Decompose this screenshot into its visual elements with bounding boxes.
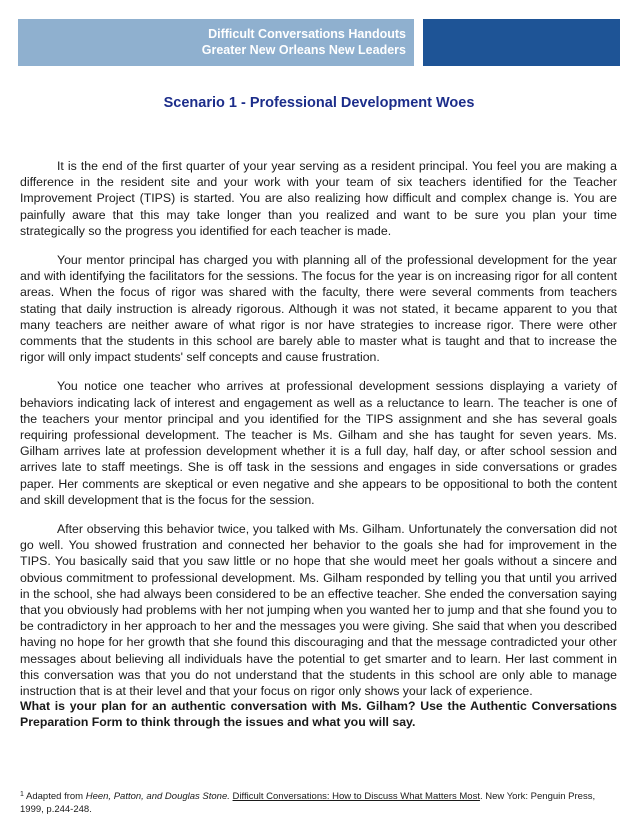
- footnote-authors: Heen, Patton, and Douglas Stone.: [85, 791, 230, 802]
- footnote-suffix: . New York: Penguin Press, 1999, p.244-248.: [20, 791, 596, 815]
- footnote-book-title: Difficult Conversations: How to Discuss What Matters Most: [232, 791, 480, 802]
- header-band: [18, 19, 414, 66]
- footnote: [20, 788, 617, 816]
- header-line-2: Greater New Orleans New Leaders: [201, 43, 406, 57]
- scenario-body: [20, 158, 617, 712]
- paragraph-2: Your mentor principal has charged you with planning all of the professional development for the year and with identifying the facilitators for the sessions. The focus for the year is on increasing rigor for all content areas. When the focus of rigor was shared with the faculty, there were several comments from teachers stating that daily instruction is already rigorous. Although it was not stated, it became apparent to you that many teachers are neither aware of what rigor is nor have strategies to increase rigor. There were other comments that the students in this school are barely able to master what is taught and that to increase the rigor will only impact students' self concepts and cause frustration.: [20, 253, 617, 365]
- header-accent-block: [423, 19, 620, 66]
- footnote-prefix: Adapted from: [26, 791, 86, 802]
- paragraph-3: You notice one teacher who arrives at professional development sessions displaying a variety of behaviors indicating lack of interest and engagement as well as a reluctance to learn. The teacher is one of the teachers your mentor principal and you identified for the TIPS assignment and she has several goals requiring professional development. The teacher is Ms. Gilham and she has taught for seven years. Ms. Gilham arrives late at profession development whether it is a full day, half day, or after school session and arrives late to staff meetings. She is off task in the sessions and engages in side conversations or grades paper. Her comments are skeptical or even negative and she appears to be oppositional to both the content and skill development that is the focus for the session.: [20, 379, 617, 507]
- header-text: [202, 26, 406, 58]
- footnote-marker: 1: [20, 791, 24, 798]
- page-title: Scenario 1 - Professional Development Woes: [163, 95, 475, 111]
- paragraph-1: It is the end of the first quarter of your year serving as a resident principal. You feel you are making a difference in the resident site and your work with your team of six teachers identified for the Teacher Improvement Project (TIPS) is started. You are also realizing how difficult and complex change is. You are painfully aware that this may take longer than you realized and want to be sure you plan your time strategically so the progress you identified for each teacher is made.: [20, 159, 617, 238]
- header-line-1: Difficult Conversations Handouts: [208, 27, 406, 41]
- discussion-question: What is your plan for an authentic conversation with Ms. Gilham? Use the Authentic Conversations Preparation Form to think through the issues and what you will say.: [20, 699, 617, 730]
- paragraph-4: After observing this behavior twice, you talked with Ms. Gilham. Unfortunately the conversation did not go well. You showed frustration and connected her behavior to the goals she had for improvement in the TIPS. You basically said that you saw little or no hope that she would meet her goals without a sincere and obvious commitment to professional development. Ms. Gilham responded by telling you that until you arrived in the school, she had always been considered to be an effective teacher. She ended the conversation saying that you obviously had problems with her not jumping when you wanted her to jump and that she found you to be contradictory in her approach to her and the messages you were giving. She said that when you described having no hope for her growth that she found this discouraging and that the message contradicted your other messages about believing all individuals have the potential to get smarter and to learn. Her last comment in this conversation was that you do not understand that the students in this school are only able to manage instruction that is at their level and that your focus on rigor only shows your lack of experience.: [20, 522, 617, 699]
